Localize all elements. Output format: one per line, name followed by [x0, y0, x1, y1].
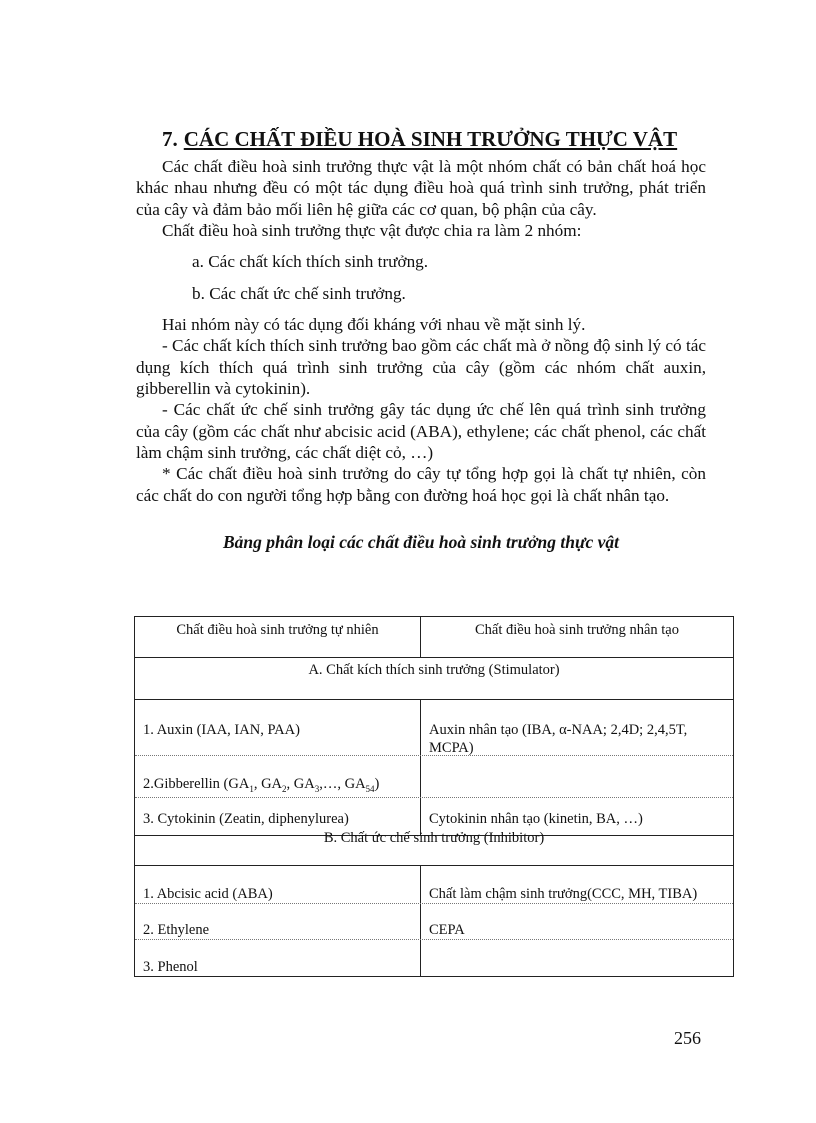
row-divider	[135, 699, 733, 700]
paragraph-antagonism: Hai nhóm này có tác dụng đối kháng với nhau về mặt sinh lý.	[162, 315, 586, 335]
table-caption: Bảng phân loại các chất điều hoà sinh trưởng thực vật	[223, 531, 619, 552]
gibberellin-sub: 1	[249, 783, 254, 794]
table-cell-natural: 3. Phenol	[143, 959, 198, 975]
paragraph-natural-artificial: * Các chất điều hoà sinh trưởng do cây tự tổng hợp gọi là chất tự nhiên, còn các chất do con người tổng hợp bằng con đường hoá học gọi là chất nhân tạo.	[136, 464, 706, 505]
paragraph-groups: Chất điều hoà sinh trưởng thực vật được chia ra làm 2 nhóm:	[162, 220, 582, 240]
gibberellin-text: , GA	[286, 776, 315, 792]
paragraph-intro: Các chất điều hoà sinh trưởng thực vật là một nhóm chất có bản chất hoá học khác nhau nhưng đều có một tác dụng điều hoà quá trình sinh trưởng, phát triển của cây và đảm bảo mối liên hệ giữa các cơ quan, bộ phận của cây.	[136, 157, 706, 219]
row-divider	[135, 939, 733, 940]
table-cell-natural: 1. Auxin (IAA, IAN, PAA)	[143, 722, 300, 738]
table-cell-natural: 3. Cytokinin (Zeatin, diphenylurea)	[143, 811, 349, 827]
section-a-label: A. Chất kích thích sinh trưởng (Stimulator)	[308, 662, 560, 678]
header-natural: Chất điều hoà sinh trưởng tự nhiên	[176, 622, 379, 638]
classification-table	[134, 616, 734, 977]
table-cell-natural: 1. Abcisic acid (ABA)	[143, 886, 273, 902]
table-cell-artificial: CEPA	[429, 922, 465, 938]
header-artificial: Chất điều hoà sinh trưởng nhân tạo	[475, 622, 679, 638]
page-number: 256	[674, 1028, 701, 1048]
section-b-label: B. Chất ức chế sinh trưởng (Inhibitor)	[323, 830, 545, 846]
gibberellin-text: ,…, GA	[319, 776, 366, 792]
paragraph-stimulators: - Các chất kích thích sinh trưởng bao gồm các chất mà ở nồng độ sinh lý có tác dụng kích thích quá trình sinh trưởng của cây (gồm các nhóm chất auxin, gibberellin và cytokinin).	[136, 336, 706, 399]
table-cell-artificial: Auxin nhân tạo (IBA, α-NAA; 2,4D; 2,4,5T, MCPA)	[429, 722, 688, 756]
row-divider	[135, 865, 733, 866]
table-cell-artificial: Cytokinin nhân tạo (kinetin, BA, …)	[429, 811, 643, 827]
paragraph-inhibitors: - Các chất ức chế sinh trưởng gây tác dụng ức chế lên quá trình sinh trưởng của cây (gồm các chất như abcisic acid (ABA), ethylene; các chất phenol, các chất làm chậm sinh trưởng, các chất diệt cỏ, …)	[136, 400, 706, 462]
gibberellin-sub: 2	[282, 783, 287, 794]
gibberellin-sub: 3	[314, 783, 320, 794]
row-divider	[135, 903, 733, 904]
list-item-b: b. Các chất ức chế sinh trưởng.	[192, 284, 406, 304]
row-divider	[135, 797, 733, 798]
section-heading	[162, 126, 706, 152]
list-item-a: a. Các chất kích thích sinh trưởng.	[192, 252, 429, 272]
gibberellin-text: , GA	[253, 776, 283, 792]
table-cell-natural: 2. Ethylene	[143, 922, 210, 938]
table-cell-natural	[135, 775, 420, 793]
section-number: 7.	[162, 127, 178, 151]
gibberellin-text: 2.Gibberellin (GA	[143, 776, 250, 792]
gibberellin-text: )	[374, 776, 380, 792]
table-cell-artificial: Chất làm chậm sinh trưởng(CCC, MH, TIBA)	[429, 886, 698, 902]
gibberellin-sub: 54	[365, 783, 375, 794]
document-page	[136, 126, 706, 553]
section-title: CÁC CHẤT ĐIỀU HOÀ SINH TRƯỞNG THỰC VẬT	[183, 127, 678, 151]
row-divider	[135, 657, 733, 658]
